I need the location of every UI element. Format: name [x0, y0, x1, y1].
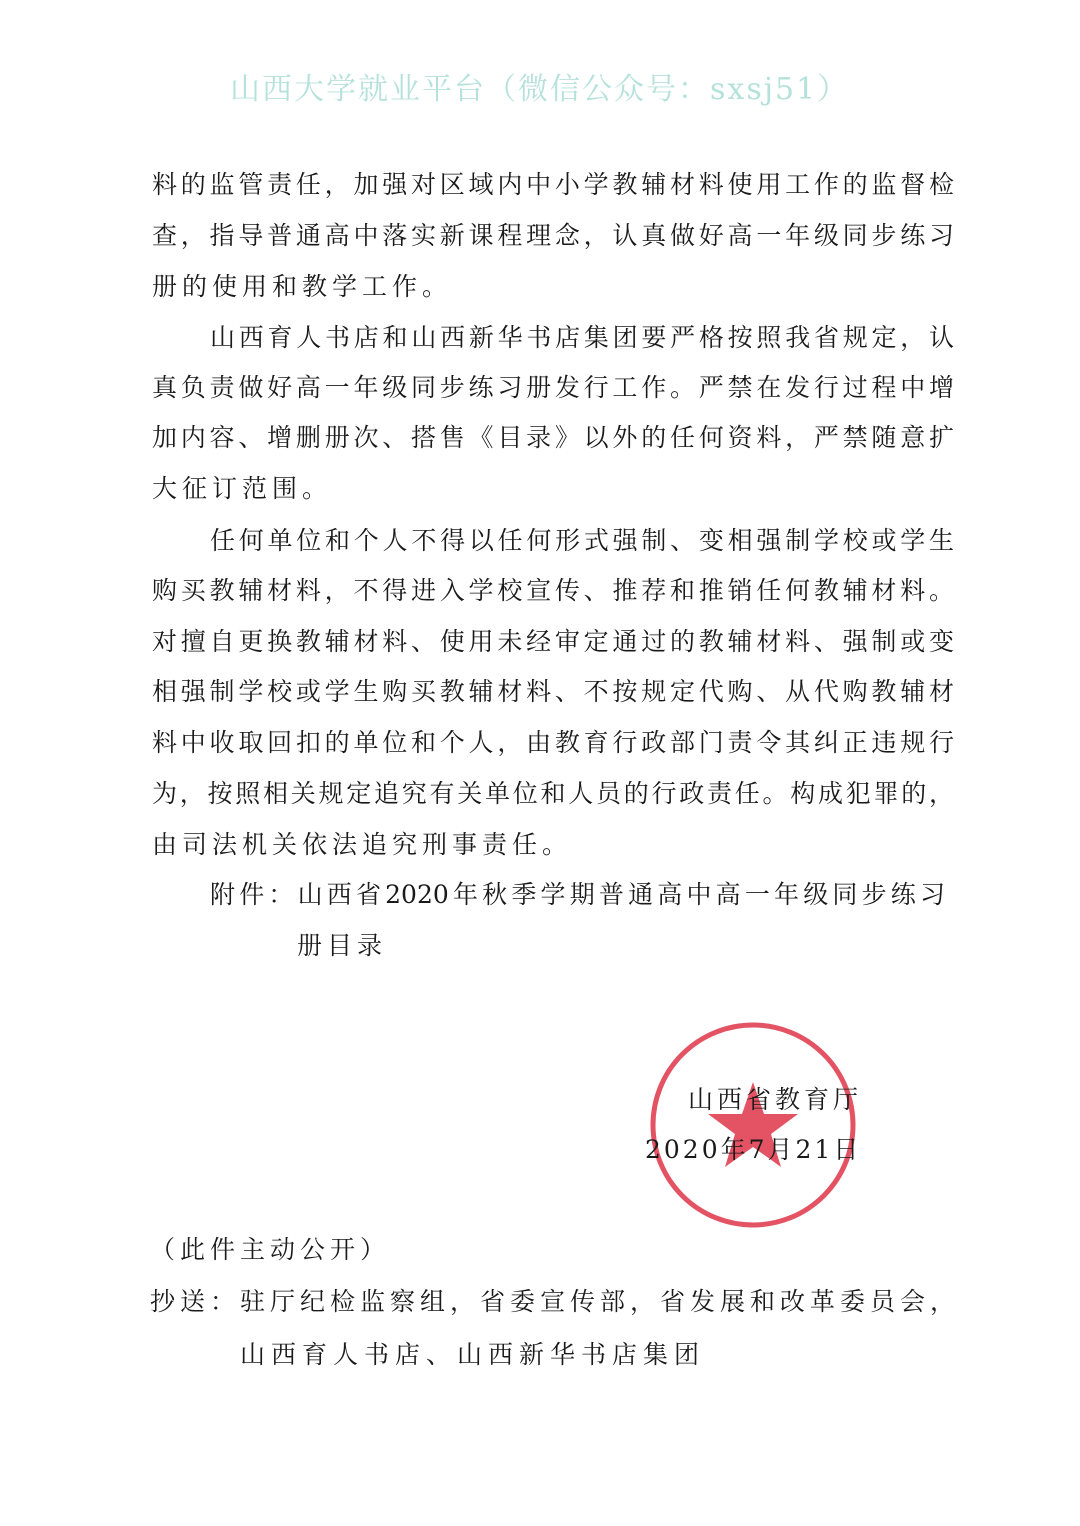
body-line: 查，指导普通高中落实新课程理念，认真做好高一年级同步练习	[152, 221, 954, 250]
body-line: 真负责做好高一年级同步练习册发行工作。严禁在发行过程中增	[152, 373, 954, 402]
body-line: 册的使用和教学工作。	[152, 272, 453, 301]
body-line: 对擅自更换教辅材料、使用未经审定通过的教辅材料、强制或变	[152, 627, 954, 656]
attachment-line: 册目录	[297, 931, 388, 960]
attachment-line: 附件：山西省2020年秋季学期普通高中高一年级同步练习	[210, 880, 945, 909]
disclosure-note: （此件主动公开）	[150, 1235, 391, 1264]
body-line: 由司法机关依法追究刑事责任。	[152, 830, 573, 859]
body-line: 山西育人书店和山西新华书店集团要严格按照我省规定，认	[210, 323, 954, 352]
body-line: 加内容、增删册次、搭售《目录》以外的任何资料，严禁随意扩	[152, 423, 954, 452]
body-line: 料中收取回扣的单位和个人，由教育行政部门责令其纠正违规行	[152, 728, 954, 757]
body-line: 为，按照相关规定追究有关单位和人员的行政责任。构成犯罪的，	[152, 779, 954, 808]
issue-date: 2020年7月21日	[645, 1135, 862, 1164]
issuer-name: 山西省教育厅	[688, 1085, 863, 1114]
body-line: 任何单位和个人不得以任何形式强制、变相强制学校或学生	[210, 526, 954, 555]
cc-line: 抄送：驻厅纪检监察组，省委宣传部，省发展和改革委员会，	[150, 1287, 961, 1316]
body-line: 料的监管责任，加强对区域内中小学教辅材料使用工作的监督检	[152, 170, 954, 199]
cc-line: 山西育人书店、山西新华书店集团	[240, 1340, 706, 1369]
official-seal	[648, 1020, 858, 1230]
body-line: 购买教辅材料，不得进入学校宣传、推荐和推销任何教辅材料。	[152, 576, 954, 605]
body-line: 大征订范围。	[152, 474, 333, 503]
watermark: 山西大学就业平台（微信公众号：sxsj51）	[230, 72, 850, 107]
body-line: 相强制学校或学生购买教辅材料、不按规定代购、从代购教辅材	[152, 677, 954, 706]
